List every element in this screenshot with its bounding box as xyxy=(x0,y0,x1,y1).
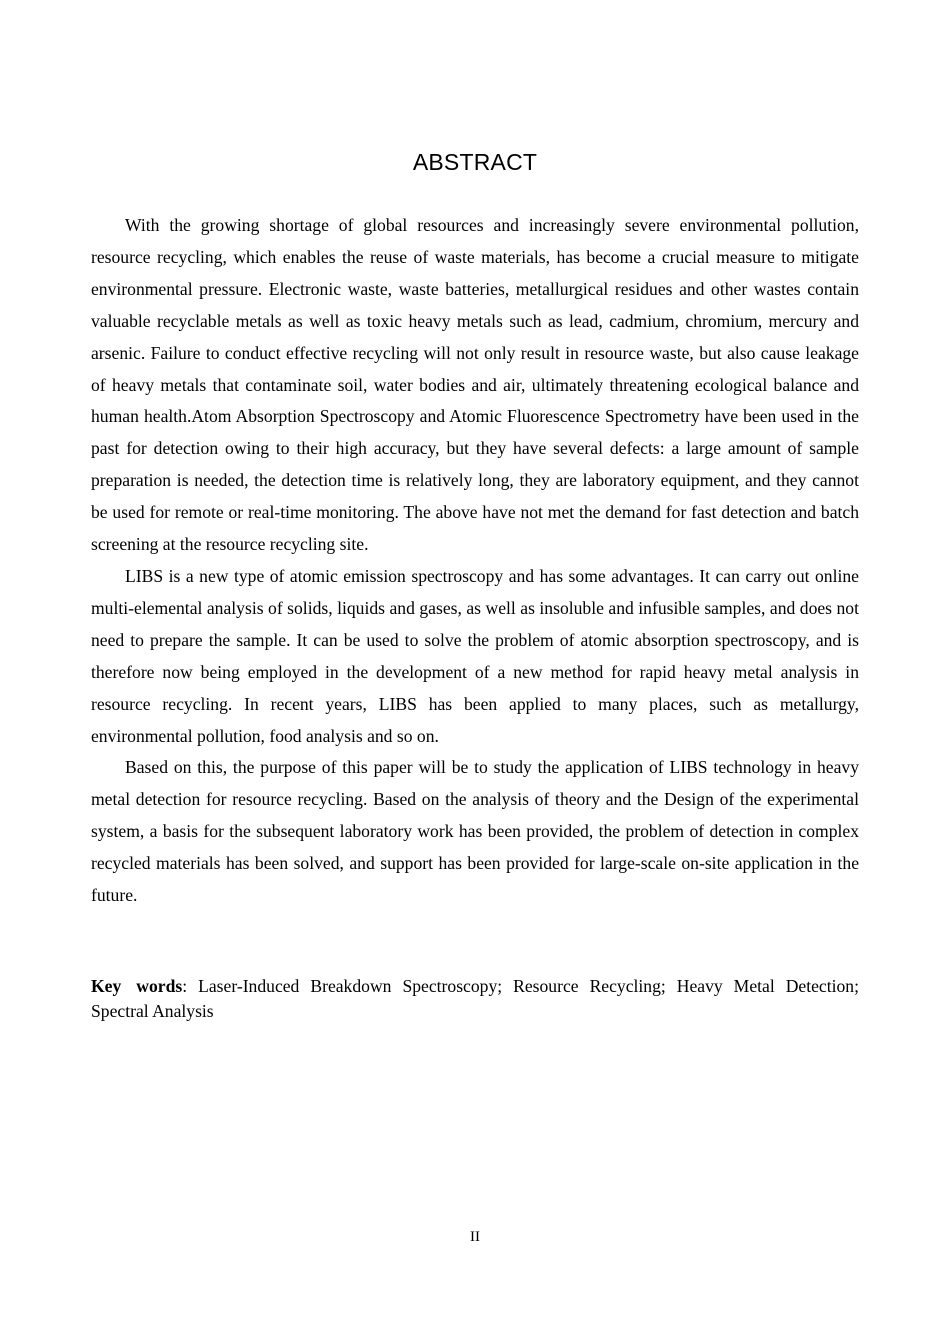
keywords-text: : Laser-Induced Breakdown Spectroscopy; Resource Recycling; Heavy Metal Detection; Spectral Analysis xyxy=(91,976,859,1021)
abstract-body xyxy=(91,210,859,912)
keywords-line xyxy=(91,974,859,1024)
keywords-label: Key words xyxy=(91,976,183,996)
abstract-paragraph-1: With the growing shortage of global resources and increasingly severe environmental pollution, resource recycling, which enables the reuse of waste materials, has become a crucial measure to mitigate environmental pressure. Electronic waste, waste batteries, metallurgical residues and other wastes contain valuable recyclable metals as well as toxic heavy metals such as lead, cadmium, chromium, mercury and arsenic. Failure to conduct effective recycling will not only result in resource waste, but also cause leakage of heavy metals that contaminate soil, water bodies and air, ultimately threatening ecological balance and human health.Atom Absorption Spectroscopy and Atomic Fluorescence Spectrometry have been used in the past for detection owing to their high accuracy, but they have several defects: a large amount of sample preparation is needed, the detection time is relatively long, they are laboratory equipment, and they cannot be used for remote or real-time monitoring. The above have not met the demand for fast detection and batch screening at the resource recycling site. xyxy=(91,215,859,555)
page-title: ABSTRACT xyxy=(412,149,538,175)
abstract-paragraph-2: LIBS is a new type of atomic emission spectroscopy and has some advantages. It can carry out online multi-elemental analysis of solids, liquids and gases, as well as insoluble and infusible samples, and does not need to prepare the sample. It can be used to solve the problem of atomic absorption spectroscopy, and is therefore now being employed in the development of a new method for rapid heavy metal analysis in resource recycling. In recent years, LIBS has been applied to many places, such as metallurgy, environmental pollution, food analysis and so on. xyxy=(91,565,859,746)
abstract-paragraph-3: Based on this, the purpose of this paper will be to study the application of LIBS technology in heavy metal detection for resource recycling. Based on the analysis of theory and the Design of the experimental system, a basis for the subsequent laboratory work has been provided, the problem of detection in complex recycled materials has been solved, and support has been provided for large-scale on-site application in the future. xyxy=(91,757,859,906)
page-number: II xyxy=(470,1229,480,1245)
